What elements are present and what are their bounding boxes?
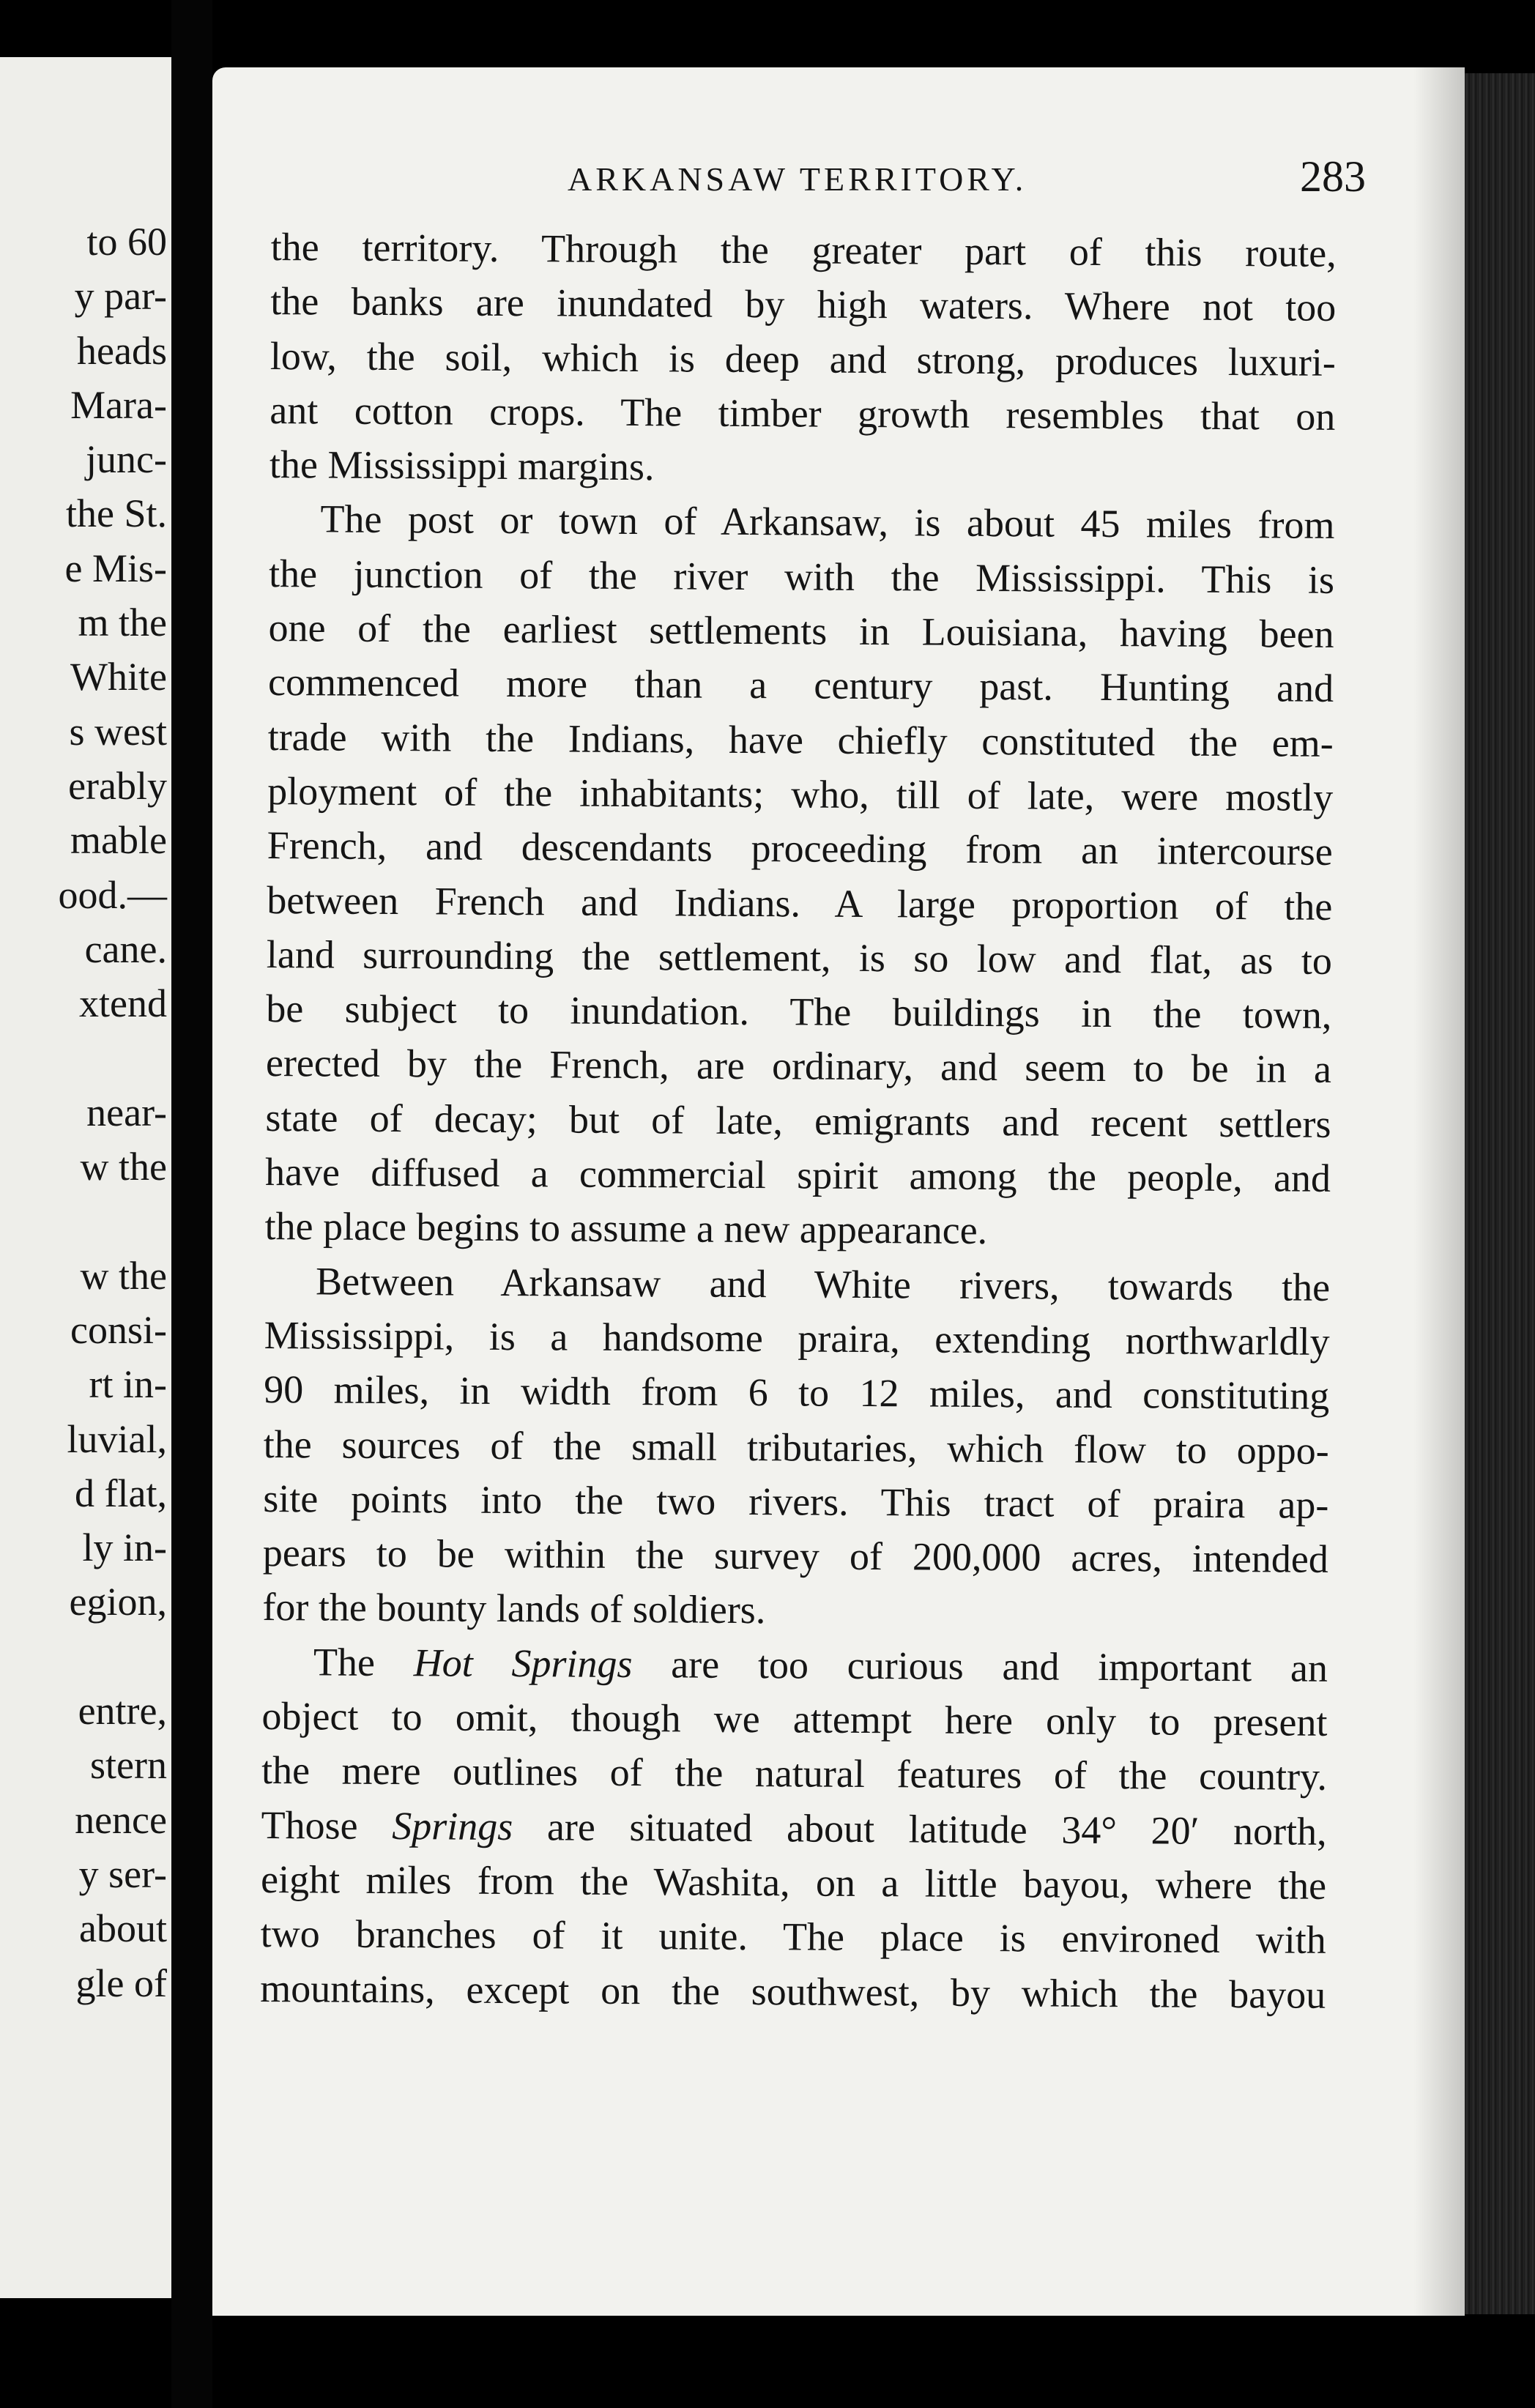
text-line-end: are situated about latitude 34° 20′ north, xyxy=(513,1804,1327,1854)
text-line: Mississippi, is a handsome praira, extending northwarldly xyxy=(264,1312,1330,1364)
left-page-line: y ser- xyxy=(78,1851,167,1896)
left-page-line: s west xyxy=(69,709,167,754)
text-line: mountains, except on the southwest, by which the bayou xyxy=(260,1966,1326,2017)
text-line: erected by the French, are ordinary, and seem to be in a xyxy=(265,1041,1332,1092)
italic-term: Springs xyxy=(392,1803,513,1848)
text-line: commenced more than a century past. Hunting and xyxy=(267,660,1334,711)
text-line-end: are too curious and important an xyxy=(632,1641,1328,1690)
text-line: 90 miles, in width from 6 to 12 miles, and constituting xyxy=(264,1367,1330,1419)
page-gutter xyxy=(171,0,212,2408)
text-line: have diffused a commercial spirit among the people, and xyxy=(264,1150,1331,1200)
left-page-line: nence xyxy=(75,1797,167,1842)
running-title: ARKANSAW TERRITORY. xyxy=(568,160,1027,198)
left-page xyxy=(0,57,171,2298)
left-page-line: erably xyxy=(68,763,167,808)
left-page-line: junc- xyxy=(86,437,167,482)
text-line: site points into the two rivers. This tract of praira ap- xyxy=(263,1476,1329,1527)
text-line: object to omit, though we attempt here only to present xyxy=(261,1693,1328,1744)
left-page-line: cane. xyxy=(84,926,167,971)
left-page-line: to 60 xyxy=(86,220,167,264)
left-page-line: luvial, xyxy=(67,1416,167,1461)
text-line-start: Those xyxy=(261,1802,393,1848)
left-page-line: consi- xyxy=(70,1307,167,1352)
text-line: Between Arkansaw and White rivers, towards the xyxy=(315,1259,1331,1309)
text-line: ant cotton crops. The timber growth resembles that on xyxy=(270,387,1336,439)
left-page-line: heads xyxy=(77,328,167,373)
left-page-line: egion, xyxy=(69,1580,167,1624)
left-page-line: White xyxy=(70,655,167,699)
text-line: the banks are inundated by high waters. Where not too xyxy=(270,279,1337,330)
book-edge xyxy=(1465,73,1535,2314)
text-line: land surrounding the settlement, is so low and flat, as to xyxy=(266,932,1333,983)
left-page-line: e Mis- xyxy=(64,546,167,590)
text-line xyxy=(262,1635,1328,1695)
left-page-line: stern xyxy=(90,1743,167,1788)
left-page-line: d flat, xyxy=(75,1471,167,1515)
left-page-line: near- xyxy=(86,1090,167,1134)
text-line xyxy=(261,1798,1326,1859)
left-page-line: ly in- xyxy=(82,1526,167,1570)
left-page-line: gle of xyxy=(75,1961,167,2005)
text-line: for the bounty lands of soldiers. xyxy=(262,1585,766,1632)
left-page-line: about xyxy=(79,1906,167,1951)
left-page-text xyxy=(0,215,171,2010)
left-page-line: y par- xyxy=(74,274,167,319)
text-line: eight miles from the Washita, on a little bayou, where the xyxy=(260,1857,1327,1908)
text-line: ployment of the inhabitants; who, till of late, were mostly xyxy=(267,768,1334,820)
text-line: be subject to inundation. The buildings in the town, xyxy=(266,986,1332,1038)
page-number: 283 xyxy=(1300,152,1366,201)
text-line: the mere outlines of the natural features of the country. xyxy=(261,1748,1328,1799)
left-page-line xyxy=(0,1194,171,1248)
text-line: the sources of the small tributaries, which flow to oppo- xyxy=(263,1422,1329,1473)
left-page-line: ood.— xyxy=(58,872,167,917)
text-line: one of the earliest settlements in Louisiana, having been xyxy=(268,606,1334,656)
text-line: the junction of the river with the Mississippi. This is xyxy=(268,551,1335,602)
text-line: pears to be within the survey of 200,000 acres, intended xyxy=(262,1531,1329,1581)
text-line: state of decay; but of late, emigrants and recent settlers xyxy=(265,1095,1331,1146)
running-head xyxy=(355,154,1366,205)
left-page-line: the St. xyxy=(65,491,167,536)
text-line: the Mississippi margins. xyxy=(269,442,655,489)
left-page-line: m the xyxy=(78,601,167,645)
left-page-line: w the xyxy=(80,1145,167,1189)
text-line: the territory. Through the greater part of this route, xyxy=(270,224,1337,275)
left-page-line xyxy=(0,1630,171,1684)
left-page-line xyxy=(0,1030,171,1085)
text-line: French, and descendants proceeding from an intercourse xyxy=(267,823,1333,874)
text-line: between French and Indians. A large proportion of the xyxy=(267,877,1333,929)
body-text xyxy=(260,220,1337,2022)
text-line: low, the soil, which is deep and strong, produces luxuri- xyxy=(270,333,1337,384)
left-page-line: xtend xyxy=(79,981,167,1026)
text-line: trade with the Indians, have chiefly constituted the em- xyxy=(267,714,1334,765)
left-page-line: Mara- xyxy=(70,382,167,427)
italic-term: Hot Springs xyxy=(413,1640,633,1686)
left-page-line: w the xyxy=(80,1253,167,1298)
left-page-line: entre, xyxy=(78,1689,167,1733)
text-line: two branches of it unite. The place is environed with xyxy=(260,1911,1326,1963)
text-line-start: The xyxy=(313,1640,414,1684)
text-line: The post or town of Arkansaw, is about 45 miles from xyxy=(320,497,1335,548)
text-line: the place begins to assume a new appearance. xyxy=(264,1204,988,1253)
left-page-line: rt in- xyxy=(89,1362,167,1407)
left-page-line: mable xyxy=(70,818,167,863)
